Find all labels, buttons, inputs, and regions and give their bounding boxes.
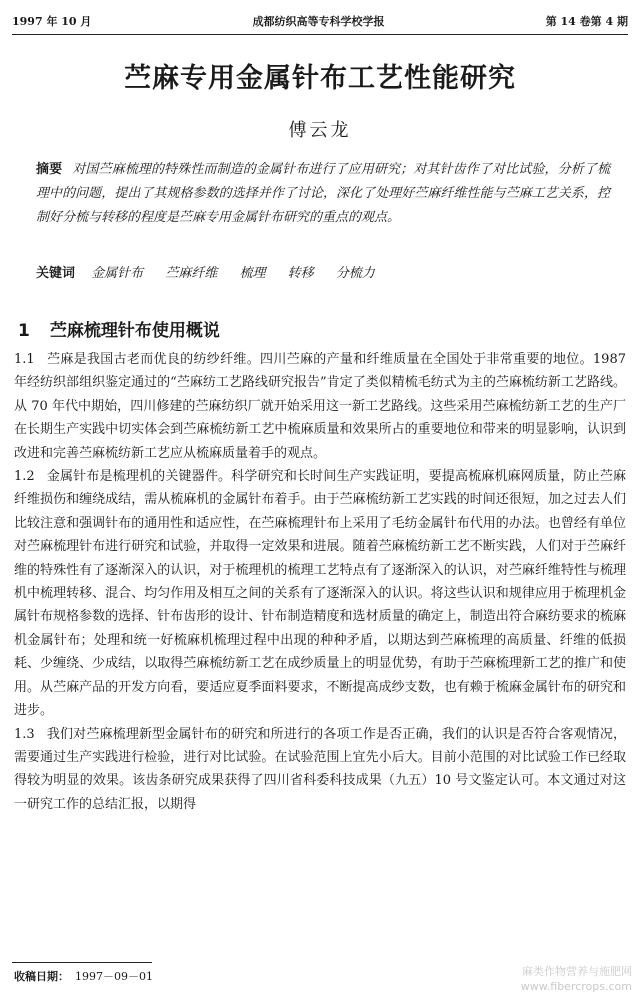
paragraph-number: 1.2 — [14, 469, 35, 485]
keyword-item: 金属针布 — [91, 266, 144, 281]
abstract-label: 摘要 — [36, 162, 63, 177]
footnote-divider — [12, 962, 152, 963]
keyword-item: 分梳力 — [335, 266, 375, 281]
body-text — [14, 348, 626, 816]
watermark-line: 麻类作物营养与施肥网 — [522, 965, 632, 978]
paper-title: 苎麻专用金属针布工艺性能研究 — [124, 63, 516, 94]
paragraph-number: 1.3 — [14, 726, 35, 742]
abstract-text: 对国苎麻梳理的特殊性而制造的金属针布进行了应用研究；对其针齿作了对比试验，分析了梳理中的问题，提出了其规格参数的选择并作了讨论，深化了处理好苎麻纤维性能与苎麻工艺关系，控制好分梳与转移的程度是苎麻专用金属针布研究的重点的观点。 — [36, 162, 610, 225]
keywords-label: 关键词 — [36, 266, 76, 281]
watermark — [521, 964, 632, 994]
keyword-item: 苎麻纤维 — [165, 266, 218, 281]
paragraph-text: 苎麻是我国古老而优良的纺纱纤维。四川苎麻的产量和纤维质量在全国处于非常重要的地位。1987 年经纺织部组织鉴定通过的“苎麻纺工艺路线研究报告”肯定了类似精梳毛纺式为主的苎麻梳纺新工艺路线。从 70 年代中期始，四川修建的苎麻纺织厂就开始采用这一新工艺路线。这些采用苎麻梳纺新工艺的生产厂在长期生产实践中切实体会到苎麻梳纺新工艺中梳麻质量和效果所占的重要地位和带来的明显影响，认识到改进和完善苎麻梳纺新工艺应从梳麻质量着手的观点。 — [14, 352, 626, 461]
abstract — [36, 158, 610, 230]
paragraph-number: 1.1 — [14, 352, 35, 367]
paragraph — [14, 465, 626, 722]
header-journal: 成都纺织高等专科学校学报 — [252, 15, 385, 28]
keywords — [36, 262, 610, 286]
paragraph — [14, 723, 626, 817]
watermark-line: www.fibercrops.com — [520, 980, 632, 993]
paper-author: 傅云龙 — [288, 120, 352, 141]
received-date: 1997－09－01 — [75, 970, 153, 983]
section-number: 1 — [18, 321, 30, 341]
header-date: 1997 年 10 月 — [12, 15, 92, 28]
received-date-label: 收稿日期： — [14, 970, 69, 983]
keyword-item: 转移 — [287, 266, 314, 281]
running-header — [12, 10, 628, 32]
keyword-item: 梳理 — [239, 266, 266, 281]
header-volume: 第 14 卷第 4 期 — [545, 15, 628, 28]
paragraph — [14, 348, 626, 465]
header-divider — [12, 34, 628, 35]
section-title: 苎麻梳理针布使用概说 — [49, 321, 220, 341]
footnote — [14, 968, 153, 984]
paragraph-text: 金属针布是梳理机的关键器件。科学研究和长时间生产实践证明，要提高梳麻机麻网质量，防止苎麻纤维损伤和缠绕成结，需从梳麻机的金属针布着手。由于苎麻梳纺新工艺实践的时间还很短，加之过去人们比较注意和强调针布的通用性和适应性，在苎麻梳理针布上采用了毛纺金属针布代用的办法。也曾经有单位对苎麻梳理针布进行研究和试验，并取得一定效果和进展。随着苎麻梳纺新工艺不断实践，人们对于苎麻纤维的特殊性有了逐渐深入的认识，对于梳理机的梳理工艺特点有了逐渐深入的认识，对苎麻纤维特性与梳理机中梳理转移、混合、均匀作用及相互之间的关系有了逐渐深入的认识。将这些认识和规律应用于梳理机金属针布规格参数的选择、针布齿形的设计、针布制造精度和选材质量的确定上，制造出符合麻纺要求的梳麻机金属针布；处理和统一好梳麻机梳理过程中出现的种种矛盾，以期达到苎麻梳理的高质量、纤维的低损耗、少缠绕、少成结，以取得苎麻梳纺新工艺在成纱质量上的明显优势，有助于苎麻梳理新工艺的推广和使用。从苎麻产品的开发方向看，要适应夏季面料要求，不断提高成纱支数，也有赖于梳麻金属针布的研究和进步。 — [14, 469, 626, 719]
paragraph-text: 我们对苎麻梳理新型金属针布的研究和所进行的各项工作是否正确，我们的认识是否符合客观情况，需要通过生产实践进行检验，进行对比试验。在试验范围上宜先小后大。目前小范围的对比试验工作已经取得较为明显的效果。该齿条研究成果获得了四川省科委科技成果（九五）10 号文鉴定认可。本文通过对这一研究工作的总结汇报，以期得 — [14, 726, 626, 812]
section-heading — [18, 316, 220, 341]
